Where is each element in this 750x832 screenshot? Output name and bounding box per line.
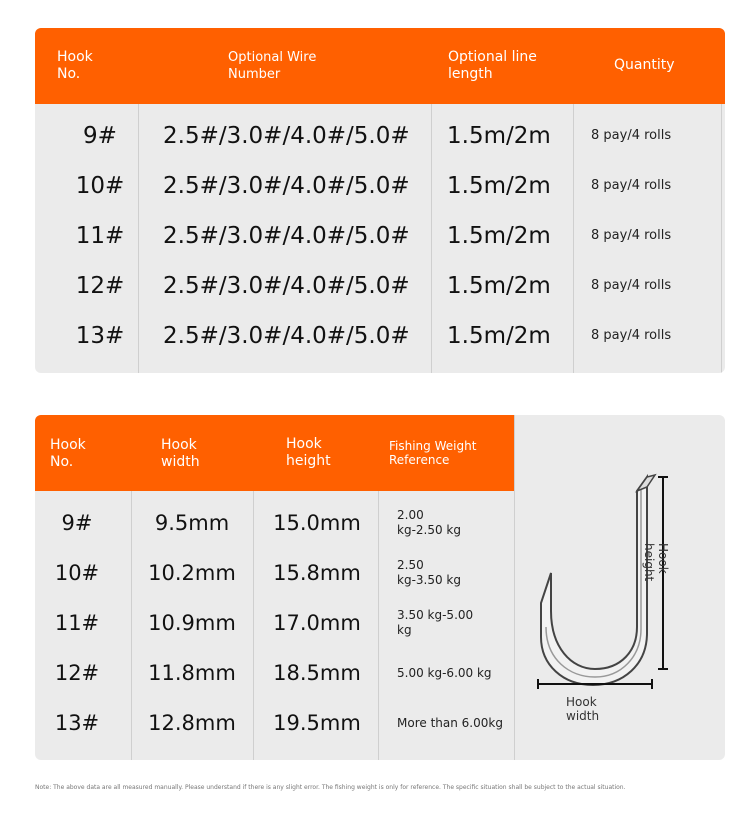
header-quantity: Quantity [614, 57, 675, 73]
hook-no-cell: 11# [75, 223, 125, 249]
column-divider [378, 491, 379, 760]
hook-height-cell: 17.0mm [273, 611, 361, 635]
hook-width-label: Hook width [566, 695, 600, 723]
column-divider [431, 104, 432, 373]
line-length-cell: 1.5m/2m [447, 323, 551, 349]
hook-height-cell: 15.8mm [273, 561, 361, 585]
column-divider [131, 491, 132, 760]
hook-outline [541, 477, 647, 685]
footnote: Note: The above data are all measured manually. Please understand if there is any slight error. The fishing weight is only for reference. The specific situation shall be subject to the actual situation. [35, 784, 626, 791]
table-header [35, 415, 514, 491]
fishing-weight-cell: 2.50 kg-3.50 kg [397, 558, 461, 587]
hook-no-cell: 9# [61, 511, 93, 535]
line-length-cell: 1.5m/2m [447, 173, 551, 199]
column-divider [253, 491, 254, 760]
hook-no-cell: 13# [54, 711, 100, 735]
table-hook-dimensions [35, 415, 725, 760]
quantity-cell: 8 pay/4 rolls [591, 178, 672, 193]
header-hook-height: Hook height [286, 436, 331, 469]
header-line-length: Optional line length [448, 49, 537, 82]
table-header [35, 28, 725, 104]
hook-no-cell: 10# [75, 173, 125, 199]
hook-no-cell: 12# [75, 273, 125, 299]
header-hook-width: Hook width [161, 437, 200, 470]
wire-number-cell: 2.5#/3.0#/4.0#/5.0# [163, 173, 410, 199]
hook-width-cell: 10.2mm [148, 561, 236, 585]
fishing-weight-cell: 2.00 kg-2.50 kg [397, 508, 461, 537]
line-length-cell: 1.5m/2m [447, 273, 551, 299]
wire-number-cell: 2.5#/3.0#/4.0#/5.0# [163, 323, 410, 349]
hook-height-label: Hook height [642, 543, 670, 582]
hook-width-cell: 12.8mm [148, 711, 236, 735]
hook-width-cell: 11.8mm [148, 661, 236, 685]
column-divider [573, 104, 574, 373]
wire-number-cell: 2.5#/3.0#/4.0#/5.0# [163, 273, 410, 299]
hook-height-cell: 19.5mm [273, 711, 361, 735]
wire-number-cell: 2.5#/3.0#/4.0#/5.0# [163, 223, 410, 249]
header-wire-number: Optional Wire Number [228, 50, 317, 82]
table-wire-options [35, 28, 725, 373]
quantity-cell: 8 pay/4 rolls [591, 228, 672, 243]
column-divider [138, 104, 139, 373]
column-divider [721, 104, 722, 373]
wire-number-cell: 2.5#/3.0#/4.0#/5.0# [163, 123, 410, 149]
header-hook-no: Hook No. [50, 437, 86, 470]
hook-no-cell: 12# [54, 661, 100, 685]
hook-no-cell: 13# [75, 323, 125, 349]
fishing-weight-cell: More than 6.00kg [397, 716, 503, 730]
hook-height-cell: 15.0mm [273, 511, 361, 535]
hook-width-cell: 10.9mm [148, 611, 236, 635]
quantity-cell: 8 pay/4 rolls [591, 278, 672, 293]
hook-no-cell: 11# [54, 611, 100, 635]
quantity-cell: 8 pay/4 rolls [591, 328, 672, 343]
header-fishing-weight: Fishing Weight Reference [389, 439, 477, 467]
hook-no-cell: 10# [54, 561, 100, 585]
fishing-weight-cell: 3.50 kg-5.00 kg [397, 608, 474, 637]
fishing-weight-cell: 5.00 kg-6.00 kg [397, 666, 492, 680]
quantity-cell: 8 pay/4 rolls [591, 128, 672, 143]
header-hook-no: Hook No. [57, 49, 93, 82]
hook-diagram [515, 415, 725, 760]
line-length-cell: 1.5m/2m [447, 123, 551, 149]
hook-no-cell: 9# [83, 123, 117, 149]
hook-width-cell: 9.5mm [154, 511, 230, 535]
hook-height-cell: 18.5mm [273, 661, 361, 685]
line-length-cell: 1.5m/2m [447, 223, 551, 249]
